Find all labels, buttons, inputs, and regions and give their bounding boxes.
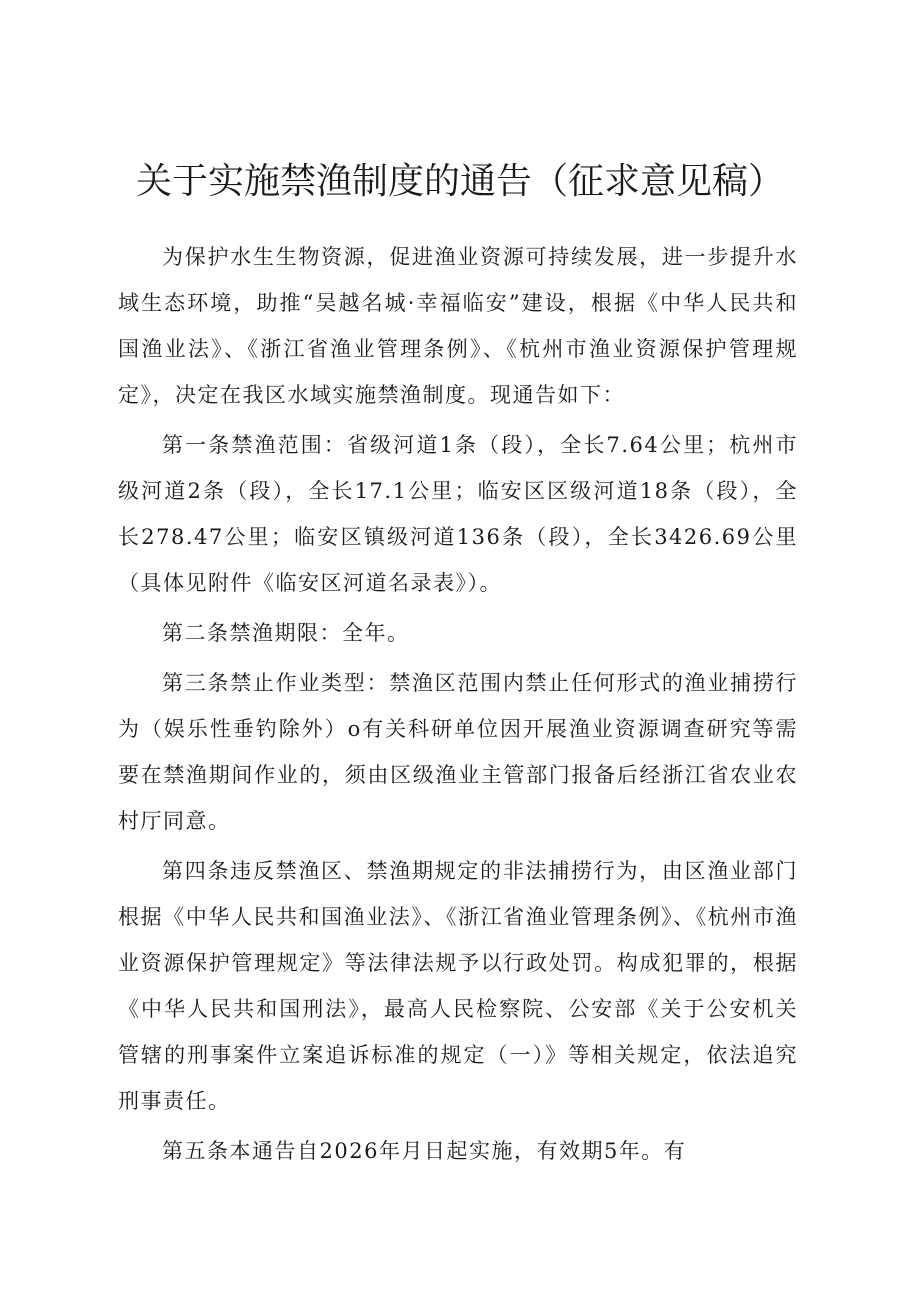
paragraph-article-5: 第五条本通告自2026年月日起实施，有效期5年。有	[162, 1139, 687, 1163]
paragraph-article-4: 第四条违反禁渔区、禁渔期规定的非法捕捞行为，由区渔业部门根据《中华人民共和国渔业法》、《浙江省渔业管理条例》、《杭州市渔业资源保护管理规定》等法律法规予以行政处罚。构成犯罪的，根据《中华人民共和国刑法》，最高人民检察院、公安部《关于公安机关管辖的刑事案件立案追诉标准的规定（一）》等相关规定，依法追究刑事责任。	[118, 859, 798, 1113]
document-title: 关于实施禁渔制度的通告（征求意见稿）	[135, 161, 784, 202]
paragraph-article-2: 第二条禁渔期限：全年。	[162, 621, 410, 645]
paragraph-article-1: 第一条禁渔范围：省级河道1条（段），全长7.64公里；杭州市级河道2条（段），全长17.1公里；临安区区级河道18条（段），全长278.47公里；临安区镇级河道136条（段），全长3426.69公里（具体见附件《临安区河道名录表》）。	[118, 433, 798, 595]
paragraph-article-3: 第三条禁止作业类型：禁渔区范围内禁止任何形式的渔业捕捞行为（娱乐性垂钓除外）o有关科研单位因开展渔业资源调查研究等需要在禁渔期间作业的，须由区级渔业主管部门报备后经浙江省农业农村厅同意。	[118, 671, 798, 833]
document-body	[118, 234, 798, 1174]
paragraph-intro: 为保护水生生物资源，促进渔业资源可持续发展，进一步提升水域生态环境，助推“吴越名城·幸福临安”建设，根据《中华人民共和国渔业法》、《浙江省渔业管理条例》、《杭州市渔业资源保护管理规定》，决定在我区水域实施禁渔制度。现通告如下：	[118, 245, 798, 407]
